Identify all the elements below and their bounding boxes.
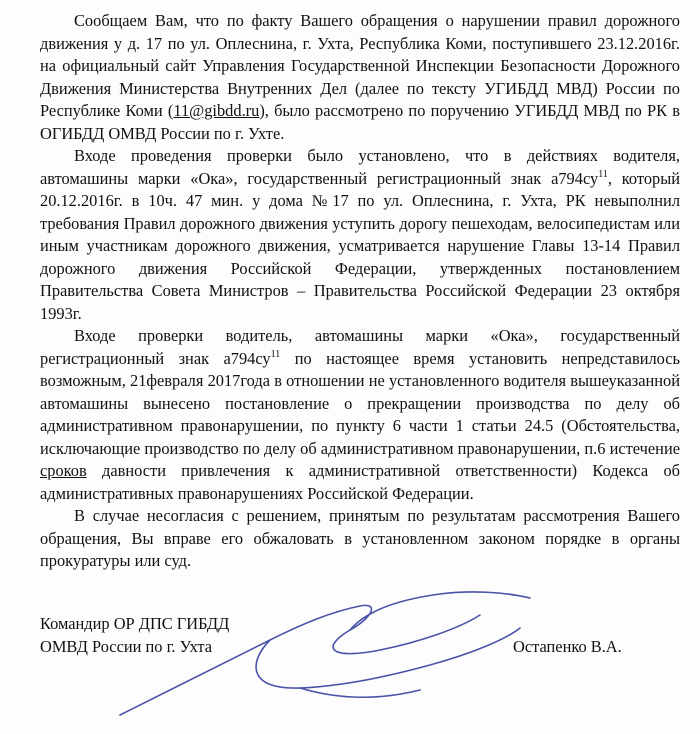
plate-region-superscript-2: 11	[270, 348, 281, 360]
paragraph-2-text-a: Входе проведения проверки было установлено, что в действиях водителя, автомашины марки «Ока», государственный регистрационный знак а794су	[40, 146, 680, 188]
paragraph-2	[40, 145, 680, 325]
paragraph-3	[40, 325, 680, 505]
paragraph-3-text-a: Входе проверки водитель, автомашины марки «Ока», государственный регистрационный знак а794су	[40, 326, 680, 368]
signatory-position-line-2: ОМВД России по г. Ухта	[40, 637, 213, 656]
signatory-position-line-1: Командир ОР ДПС ГИБДД	[40, 614, 230, 633]
signatory-name: Остапенко В.А.	[513, 637, 622, 656]
letter-body	[40, 10, 680, 573]
email-link[interactable]: 11@gibdd.ru	[173, 101, 260, 120]
paragraph-3-text-c: давности привлечения к административной ответственности) Кодекса об административных правонарушениях Российской Федерации.	[40, 461, 680, 503]
plate-region-superscript: 11	[598, 168, 608, 180]
paragraph-4: В случае несогласия с решением, принятым по результатам рассмотрения Вашего обращения, Вы вправе его обжаловать в установленном законом порядке в органы прокуратуры или суд.	[40, 506, 680, 570]
paragraph-2-text-b: , который 20.12.2016г. в 10ч. 47 мин. у дома №17 по ул. Оплеснина, г. Ухта, РК невыполнил требования Правил дорожного движения уступить дорогу пешеходам, велосипедистам или иным участникам дорожного движения, усматривается нарушение Главы 13-14 Правил дорожного движения Российской Федерации, утвержденных постановлением Правительства Совета Министров – Правительства Российской Федерации 23 октября 1993г.	[40, 168, 680, 323]
paragraph-1-text-a: Сообщаем Вам, что по факту Вашего обращения о нарушении правил дорожного движения у д. 17 по ул. Оплеснина, г. Ухта, Республика Коми, поступившего 23.12.2016г. на официальный сайт Управления Государственной Инспекции Безопасности Дорожного Движения Министерства Внутренних Дел (далее по тексту УГИБДД МВД) России по Республике Коми (	[40, 11, 680, 120]
underlined-word: сроков	[40, 461, 87, 480]
paragraph-1	[40, 10, 680, 145]
signatory-position	[40, 612, 229, 658]
paragraph-3-text-b: по настоящее время установить непредставилось возможным, 21февраля 2017года в отношении не установленного водителя вышеуказанной автомашины вынесено постановление о прекращении производства по делу об административном правонарушении, по пункту 6 части 1 статьи 24.5 (Обстоятельства, исключающие производство по делу об административном правонарушении, п.6 истечение	[40, 348, 681, 458]
paragraph-1-text-b: ), было рассмотрено по поручению УГИБДД МВД по РК в ОГИБДД ОМВД России по г. Ухте.	[40, 101, 680, 143]
